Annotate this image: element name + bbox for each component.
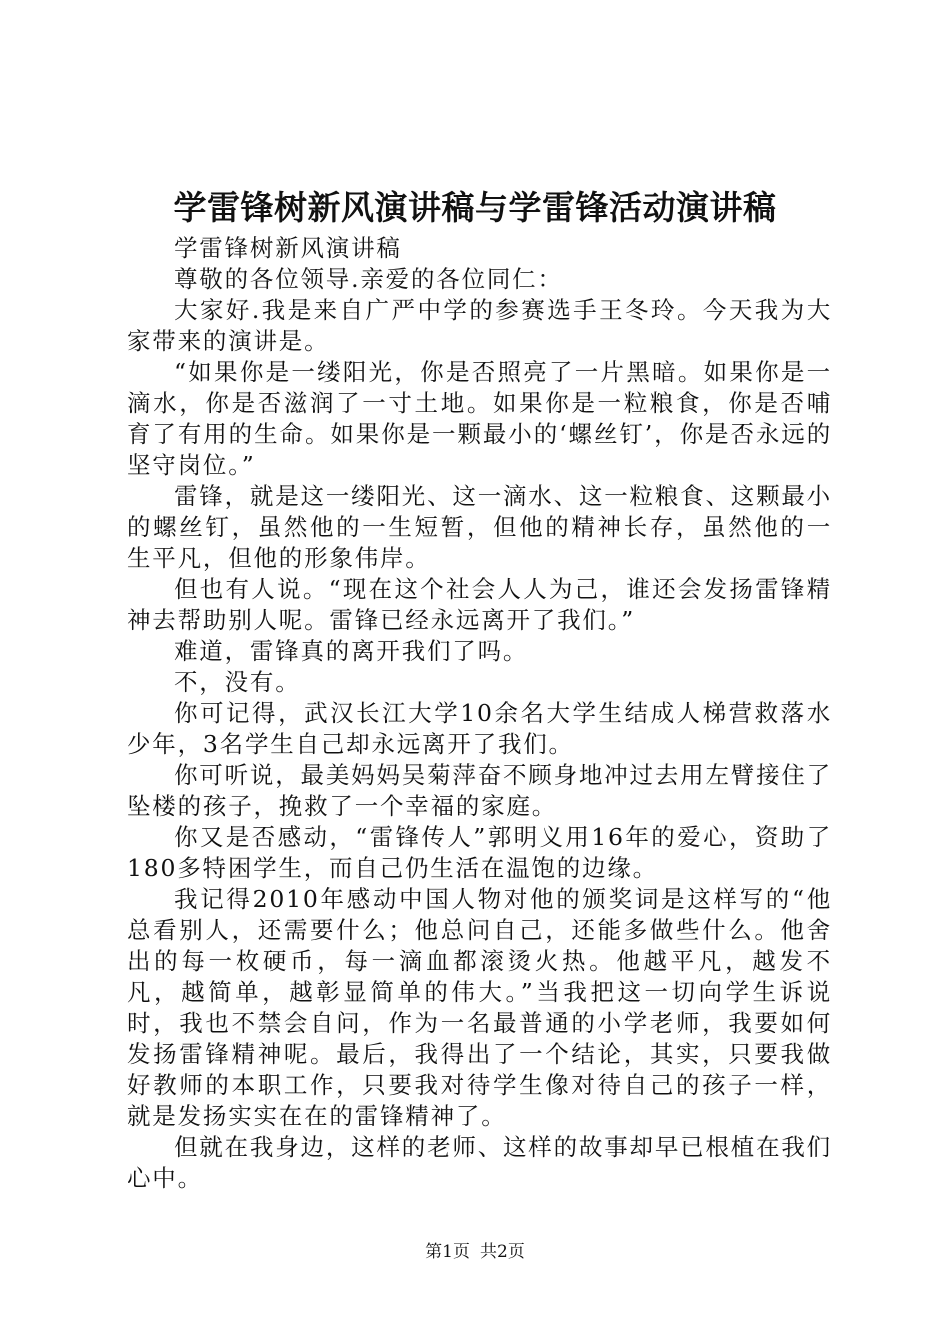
- paragraph: 难道，雷锋真的离开我们了吗。: [174, 637, 529, 665]
- page-total: 共2页: [480, 1242, 525, 1262]
- paragraph: 你可记得，武汉长江大学10余名大学生结成人梯营救落水少年，3名学生自己却永远离开了我们。: [127, 699, 832, 758]
- paragraph: 不，没有。: [174, 668, 301, 696]
- paragraph: 你又是否感动，“雷锋传人”郭明义用16年的爱心，资助了180多特困学生，而自己仍生活在温饱的边缘。: [127, 823, 832, 882]
- paragraph: 尊敬的各位领导.亲爱的各位同仁：: [174, 265, 563, 293]
- paragraph: 但也有人说。“现在这个社会人人为己，谁还会发扬雷锋精神去帮助别人呢。雷锋已经永远离开了我们。”: [127, 575, 832, 634]
- paragraph: 我记得2010年感动中国人物对他的颁奖词是这样写的“他总看别人，还需要什么；他总问自己，还能多做些什么。他舍出的每一枚硬币，每一滴血都滚烫火热。他越平凡，越发不凡，越简单，越彰显简单的伟大。”当我把这一切向学生诉说时，我也不禁会自问，作为一名最普通的小学老师，我要如何发扬雷锋精神呢。最后，我得出了一个结论，其实，只要我做好教师的本职工作，只要我对待学生像对待自己的孩子一样，就是发扬实实在在的雷锋精神了。: [127, 885, 832, 1130]
- page-footer: [0, 1240, 950, 1264]
- paragraph: 雷锋，就是这一缕阳光、这一滴水、这一粒粮食、这颗最小的螺丝钉，虽然他的一生短暂，但他的精神长存，虽然他的一生平凡，但他的形象伟岸。: [127, 482, 832, 572]
- paragraph: 你可听说，最美妈妈吴菊萍奋不顾身地冲过去用左臂接住了坠楼的孩子，挽救了一个幸福的家庭。: [127, 761, 832, 820]
- paragraph: “如果你是一缕阳光，你是否照亮了一片黑暗。如果你是一滴水，你是否滋润了一寸土地。如果你是一粒粮食，你是否哺育了有用的生命。如果你是一颗最小的‘螺丝钉’，你是否永远的坚守岗位。”: [127, 358, 832, 479]
- paragraph: 学雷锋树新风演讲稿: [174, 234, 402, 262]
- document-body: [127, 233, 832, 1194]
- page-number: 第1页: [425, 1242, 470, 1262]
- document-title: 学雷锋树新风演讲稿与学雷锋活动演讲稿: [173, 188, 777, 227]
- paragraph: 大家好.我是来自广严中学的参赛选手王冬玲。今天我为大家带来的演讲是。: [127, 296, 832, 355]
- paragraph: 但就在我身边，这样的老师、这样的故事却早已根植在我们心中。: [127, 1133, 832, 1192]
